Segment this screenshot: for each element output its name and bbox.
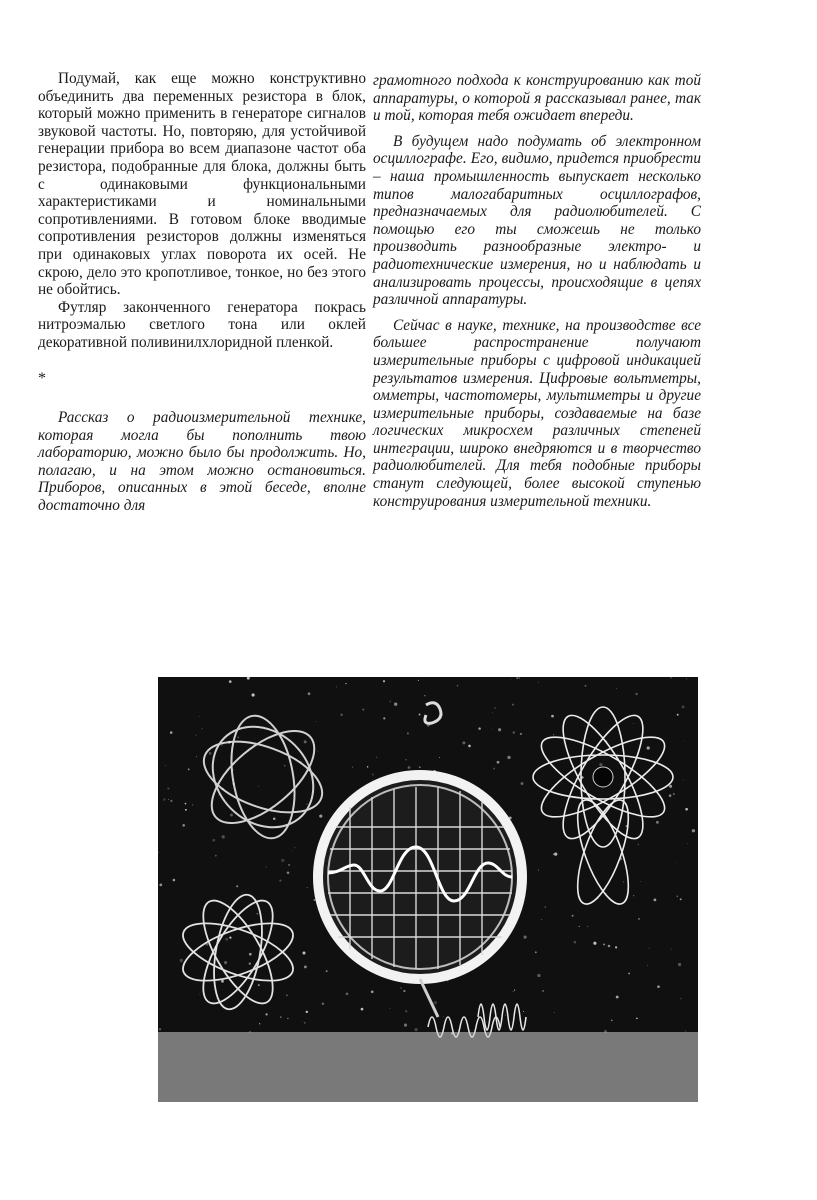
star-dot bbox=[657, 985, 660, 988]
star-dot bbox=[585, 685, 587, 687]
star-dot bbox=[647, 965, 648, 966]
star-dot bbox=[680, 998, 681, 999]
star-dot bbox=[649, 948, 650, 949]
star-dot bbox=[638, 918, 640, 920]
star-dot bbox=[317, 751, 318, 752]
star-dot bbox=[313, 899, 315, 901]
star-dot bbox=[424, 695, 425, 696]
star-dot bbox=[286, 994, 288, 996]
star-dot bbox=[292, 851, 293, 852]
star-dot bbox=[554, 852, 557, 855]
section-asterisk: * bbox=[38, 369, 46, 387]
star-dot bbox=[638, 844, 640, 846]
star-dot bbox=[615, 946, 617, 948]
star-dot bbox=[407, 732, 409, 734]
star-dot bbox=[215, 855, 217, 857]
star-dot bbox=[692, 829, 695, 832]
star-dot bbox=[258, 984, 260, 986]
star-dot bbox=[247, 677, 250, 680]
star-dot bbox=[173, 879, 176, 882]
star-dot bbox=[294, 847, 295, 848]
star-dot bbox=[225, 938, 228, 941]
star-dot bbox=[346, 993, 349, 996]
star-dot bbox=[535, 951, 537, 953]
star-dot bbox=[222, 835, 225, 838]
orbit-nucleus bbox=[593, 767, 613, 787]
star-dot bbox=[336, 687, 337, 688]
star-dot bbox=[258, 786, 259, 787]
star-dot bbox=[682, 705, 685, 708]
star-dot bbox=[419, 766, 421, 768]
star-dot bbox=[280, 1016, 282, 1018]
star-dot bbox=[306, 1011, 308, 1013]
star-dot bbox=[257, 913, 258, 914]
star-dot bbox=[616, 688, 617, 689]
star-dot bbox=[241, 892, 242, 893]
star-dot bbox=[304, 740, 307, 743]
star-dot bbox=[669, 785, 672, 788]
star-dot bbox=[498, 728, 501, 731]
left-paragraph-1: Подумай, как еще можно конструктивно объединить два переменных резистора в блок, который можно применить в генераторе сигналов звуковой частоты. Но, повторяю, для устойчивой генерации прибора во всем диапазоне частот оба резистора, подобранные для блока, должны быть с одинаковыми функциональными характеристиками и номинальными сопротивлениями. В готовом блоке вводимые сопротивления резисторов должны изменяться при одинаковых углах поворота их осей. Не скрою, дело это кропотливое, тонкое, но без этого не обойтись. bbox=[38, 70, 366, 299]
star-dot bbox=[542, 990, 544, 992]
orbit-figure-bottom-left bbox=[176, 891, 300, 1013]
star-dot bbox=[554, 1012, 555, 1013]
star-dot bbox=[633, 723, 634, 724]
star-dot bbox=[303, 952, 306, 955]
star-dot bbox=[512, 704, 514, 706]
star-dot bbox=[265, 1013, 267, 1015]
star-dot bbox=[608, 945, 611, 948]
star-dot bbox=[249, 690, 250, 691]
star-dot bbox=[434, 1001, 437, 1004]
star-dot bbox=[180, 959, 183, 962]
star-dot bbox=[265, 866, 266, 867]
orbit-figure-top-right bbox=[531, 705, 674, 909]
star-dot bbox=[494, 707, 496, 709]
left-column bbox=[38, 70, 366, 515]
star-dot bbox=[673, 793, 675, 795]
star-dot bbox=[196, 735, 197, 736]
star-dot bbox=[362, 709, 364, 711]
star-dot bbox=[224, 961, 227, 964]
star-dot bbox=[383, 717, 385, 719]
star-dot bbox=[159, 1028, 161, 1030]
star-dot bbox=[273, 817, 276, 820]
star-dot bbox=[405, 759, 406, 760]
star-dot bbox=[419, 714, 421, 716]
star-dot bbox=[415, 1028, 418, 1031]
star-dot bbox=[308, 692, 311, 695]
star-dot bbox=[259, 1023, 260, 1024]
star-dot bbox=[683, 779, 684, 780]
star-dot bbox=[199, 994, 200, 995]
star-dot bbox=[279, 879, 281, 881]
star-dot bbox=[400, 987, 402, 989]
star-dot bbox=[593, 942, 596, 945]
star-dot bbox=[553, 854, 554, 855]
star-dot bbox=[316, 721, 317, 722]
illustration-svg bbox=[158, 677, 698, 1102]
star-dot bbox=[685, 1030, 686, 1031]
star-dot bbox=[685, 808, 688, 811]
star-dot bbox=[304, 1022, 306, 1024]
star-dot bbox=[158, 851, 159, 853]
star-dot bbox=[196, 756, 197, 757]
star-dot bbox=[676, 862, 677, 863]
star-dot bbox=[439, 757, 440, 758]
star-dot bbox=[236, 885, 238, 887]
star-dot bbox=[443, 1016, 444, 1017]
star-dot bbox=[230, 814, 233, 817]
star-dot bbox=[326, 970, 328, 972]
star-dot bbox=[478, 727, 481, 730]
star-dot bbox=[524, 936, 527, 939]
star-dot bbox=[636, 1017, 638, 1019]
star-dot bbox=[287, 1018, 288, 1019]
star-dot bbox=[545, 906, 546, 907]
star-dot bbox=[514, 989, 515, 990]
star-dot bbox=[159, 884, 162, 887]
star-dot bbox=[238, 737, 239, 738]
star-dot bbox=[372, 779, 373, 780]
star-dot bbox=[671, 949, 672, 950]
star-dot bbox=[628, 973, 630, 975]
star-dot bbox=[389, 1008, 390, 1009]
star-dot bbox=[188, 768, 190, 770]
star-dot bbox=[167, 787, 169, 789]
star-dot bbox=[408, 766, 411, 769]
star-dot bbox=[340, 713, 343, 716]
star-dot bbox=[371, 990, 374, 993]
star-dot bbox=[686, 678, 687, 679]
star-dot bbox=[492, 712, 493, 713]
star-dot bbox=[633, 895, 634, 896]
star-dot bbox=[192, 804, 193, 805]
star-dot bbox=[591, 825, 592, 826]
star-dot bbox=[185, 809, 187, 811]
star-dot bbox=[599, 763, 602, 766]
star-dot bbox=[551, 715, 554, 718]
star-dot bbox=[677, 896, 679, 898]
star-dot bbox=[457, 685, 459, 687]
star-dot bbox=[603, 943, 605, 945]
star-dot bbox=[493, 768, 495, 770]
star-dot bbox=[572, 915, 574, 917]
star-dot bbox=[669, 794, 672, 797]
right-paragraph-1: грамотного подхода к конструированию как той аппаратуры, о которой я рассказывал ранее, так и той, которая тебя ожидает впереди. bbox=[373, 72, 701, 125]
star-dot bbox=[584, 726, 585, 727]
star-dot bbox=[687, 843, 688, 844]
star-dot bbox=[291, 948, 292, 949]
star-dot bbox=[170, 731, 173, 734]
star-dot bbox=[616, 996, 619, 999]
left-paragraph-2: Футляр законченного генератора покрась нитроэмалью светлого тона или оклей декоративной поливинилхлоридной пленкой. bbox=[38, 298, 366, 351]
star-dot bbox=[521, 782, 524, 785]
small-glyph bbox=[425, 703, 441, 724]
star-dot bbox=[418, 680, 419, 681]
star-dot bbox=[468, 745, 471, 748]
star-dot bbox=[229, 680, 232, 683]
star-dot bbox=[199, 716, 200, 717]
star-dot bbox=[185, 803, 187, 805]
star-dot bbox=[221, 745, 222, 746]
star-dot bbox=[523, 1011, 524, 1012]
right-paragraph-3: Сейчас в науке, технике, на производстве все большее распространение получают измерительные приборы с цифровой индикацией результатов измерения. Цифровые вольтметры, омметры, частотомеры, мультиметры и другие измерительные приборы, создаваемые на базе логических микросхем различных степеней интеграции, широко внедряются и в творчество радиолюбителей. Для тебя подобные приборы станут следующей, более высокой ступенью конструирования измерительной техники. bbox=[373, 316, 701, 510]
star-dot bbox=[376, 757, 378, 759]
star-dot bbox=[587, 926, 588, 927]
oscilloscope-screen bbox=[318, 775, 522, 1017]
star-dot bbox=[168, 799, 169, 800]
star-dot bbox=[229, 936, 231, 938]
star-dot bbox=[405, 1010, 407, 1012]
star-dot bbox=[212, 839, 215, 842]
star-dot bbox=[497, 761, 500, 764]
star-dot bbox=[345, 683, 346, 684]
star-dot bbox=[507, 756, 510, 759]
star-dot bbox=[367, 766, 368, 767]
star-dot bbox=[538, 870, 539, 871]
star-dot bbox=[611, 1020, 613, 1022]
star-dot bbox=[635, 693, 637, 695]
star-dot bbox=[553, 734, 554, 735]
star-dot bbox=[677, 714, 679, 716]
star-dot bbox=[462, 741, 465, 744]
star-dot bbox=[511, 679, 512, 680]
star-dot bbox=[319, 815, 322, 818]
star-dot bbox=[538, 682, 539, 683]
star-dot bbox=[537, 974, 540, 977]
star-dot bbox=[288, 864, 290, 866]
oscilloscope-illustration bbox=[158, 677, 698, 1102]
star-dot bbox=[394, 703, 397, 706]
star-dot bbox=[516, 677, 518, 679]
star-dot bbox=[352, 767, 353, 768]
star-dot bbox=[670, 677, 671, 678]
star-dot bbox=[623, 881, 624, 882]
star-dot bbox=[281, 859, 284, 862]
star-dot bbox=[656, 821, 659, 824]
star-dot bbox=[165, 765, 166, 766]
star-dot bbox=[372, 773, 374, 775]
star-dot bbox=[182, 824, 185, 827]
star-dot bbox=[249, 963, 251, 965]
star-dot bbox=[383, 680, 385, 682]
star-dot bbox=[404, 1024, 407, 1027]
star-dot bbox=[302, 1021, 303, 1022]
star-dot bbox=[520, 733, 522, 735]
star-dot bbox=[221, 980, 224, 983]
star-dot bbox=[684, 741, 685, 742]
star-dot bbox=[680, 898, 682, 900]
left-story-paragraph: Рассказ о радиоизмерительной технике, которая могла бы пополнить твою лабораторию, можно было бы продолжить. Но, полагаю, и на этом можно остановиться. Приборов, описанных в этой беседе, вполне достаточно для bbox=[38, 409, 366, 515]
star-dot bbox=[202, 728, 203, 729]
star-dot bbox=[574, 941, 577, 944]
star-dot bbox=[647, 746, 650, 749]
star-dot bbox=[249, 953, 252, 956]
star-dot bbox=[640, 881, 641, 882]
star-dot bbox=[251, 693, 254, 696]
star-dot bbox=[170, 800, 172, 802]
orbit-figure-top-left bbox=[192, 706, 333, 847]
star-dot bbox=[606, 893, 607, 894]
star-dot bbox=[492, 728, 493, 729]
star-dot bbox=[307, 887, 308, 888]
star-dot bbox=[513, 731, 516, 734]
star-dot bbox=[390, 701, 391, 702]
star-dot bbox=[678, 963, 681, 966]
star-dot bbox=[361, 1008, 364, 1011]
star-dot bbox=[579, 926, 580, 927]
star-dot bbox=[403, 990, 405, 992]
star-dot bbox=[322, 1003, 324, 1005]
star-dot bbox=[653, 898, 656, 901]
star-dot bbox=[505, 1015, 506, 1016]
star-dot bbox=[513, 991, 514, 992]
right-column bbox=[373, 72, 701, 510]
right-paragraph-2: В будущем надо подумать об электронном осциллографе. Его, видимо, придется приобрести – наша промышленность выпускает несколько типов малогабаритных осциллографов, предназначаемых для радиолюбителей. С помощью его ты сможешь не только производить разнообразные электро- и радиотехнические измерения, но и наблюдать и анализировать процессы, происходящие в цепях различной аппаратуры. bbox=[373, 132, 701, 309]
star-dot bbox=[306, 803, 308, 805]
story-block bbox=[38, 409, 366, 515]
star-dot bbox=[519, 677, 520, 678]
lower-haze bbox=[158, 1032, 698, 1102]
star-dot bbox=[284, 765, 286, 767]
star-dot bbox=[163, 798, 166, 801]
star-dot bbox=[209, 752, 212, 755]
star-dot bbox=[541, 919, 542, 920]
star-dot bbox=[304, 965, 307, 968]
star-dot bbox=[287, 871, 290, 874]
